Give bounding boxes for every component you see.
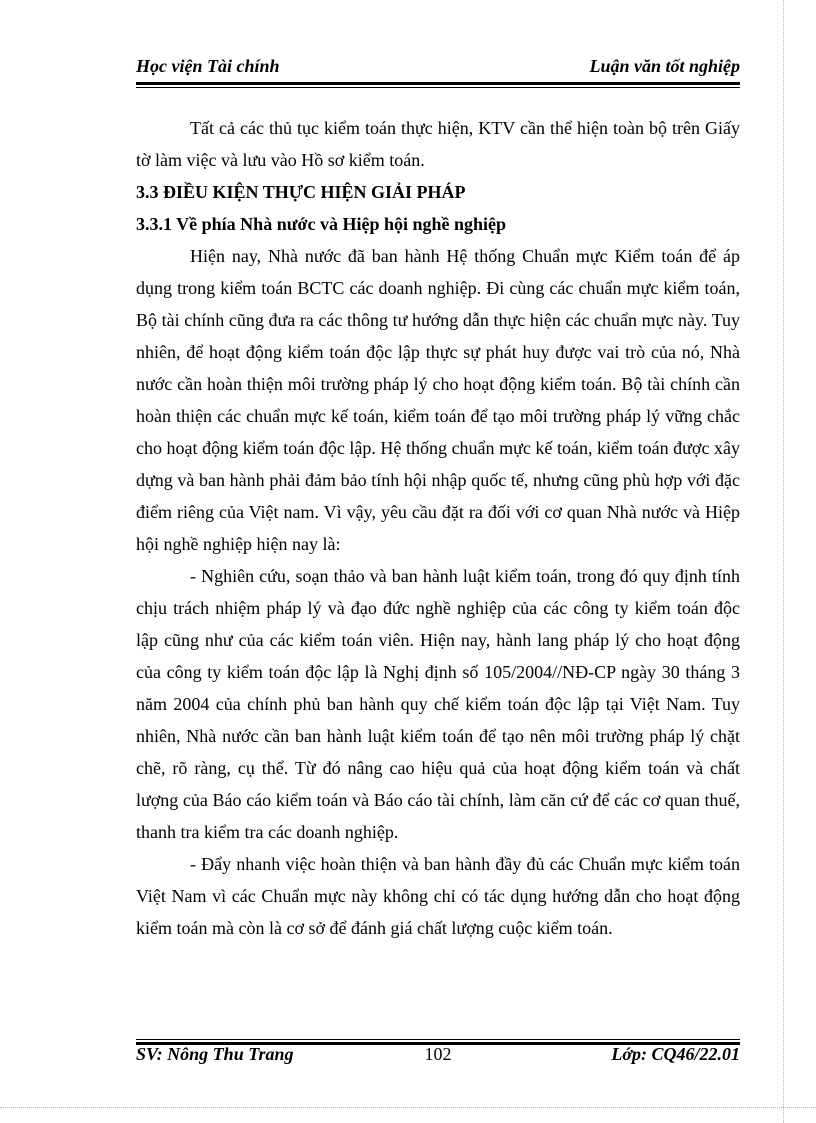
header-rule-thin	[136, 87, 740, 88]
class-code: Lớp: CQ46/22.01	[611, 1044, 740, 1064]
section-heading: 3.3 ĐIỀU KIỆN THỰC HIỆN GIẢI PHÁP	[136, 182, 466, 202]
page-header	[136, 56, 740, 82]
page-body	[136, 112, 740, 944]
header-rule	[136, 82, 740, 85]
crop-guide-vertical	[783, 0, 784, 1123]
document-type: Luận văn tốt nghiệp	[589, 56, 740, 76]
crop-guide-horizontal	[0, 1107, 816, 1108]
paragraph-audit-standards: - Đẩy nhanh việc hoàn thiện và ban hành đầy đủ các Chuẩn mực kiểm toán Việt Nam vì các Chuẩn mực này không chỉ có tác dụng hướng dẫn cho hoạt động kiểm toán mà còn là cơ sở để đánh giá chất lượng cuộc kiểm toán.	[136, 854, 740, 938]
paragraph-state-requirements: Hiện nay, Nhà nước đã ban hành Hệ thống Chuẩn mực Kiểm toán để áp dụng trong kiểm toán BCTC các doanh nghiệp. Đi cùng các chuẩn mực kiểm toán, Bộ tài chính cũng đưa ra các thông tư hướng dẫn thực hiện các chuẩn mực này. Tuy nhiên, để hoạt động kiểm toán độc lập thực sự phát huy được vai trò của nó, Nhà nước cần hoàn thiện môi trường pháp lý cho hoạt động kiểm toán. Bộ tài chính cần hoàn thiện các chuẩn mực kế toán, kiểm toán để tạo môi trường pháp lý vững chắc cho hoạt động kiểm toán độc lập. Hệ thống chuẩn mực kế toán, kiểm toán được xây dựng và ban hành phải đảm bảo tính hội nhập quốc tế, nhưng cũng phù hợp với đặc điểm riêng của Việt nam. Vì vậy, yêu cầu đặt ra đối với cơ quan Nhà nước và Hiệp hội nghề nghiệp hiện nay là:	[136, 246, 740, 554]
paragraph-audit-procedures: Tất cả các thủ tục kiểm toán thực hiện, KTV cần thể hiện toàn bộ trên Giấy tờ làm việc và lưu vào Hồ sơ kiểm toán.	[136, 118, 740, 170]
institution-name: Học viện Tài chính	[136, 56, 280, 76]
footer-rule-thin	[136, 1039, 740, 1040]
student-name: SV: Nông Thu Trang	[136, 1044, 294, 1064]
page-number: 102	[424, 1044, 452, 1064]
paragraph-audit-law: - Nghiên cứu, soạn thảo và ban hành luật kiểm toán, trong đó quy định tính chịu trách nhiệm pháp lý và đạo đức nghề nghiệp của các công ty kiểm toán độc lập cũng như của các kiểm toán viên. Hiện nay, hành lang pháp lý cho hoạt động của công ty kiểm toán độc lập là Nghị định số 105/2004//NĐ-CP ngày 30 tháng 3 năm 2004 của chính phủ ban hành quy chế kiểm toán độc lập tại Việt Nam. Tuy nhiên, Nhà nước cần ban hành luật kiểm toán để tạo nên môi trường pháp lý chặt chẽ, rõ ràng, cụ thể. Từ đó nâng cao hiệu quả của hoạt động kiểm toán và chất lượng của Báo cáo kiểm toán và Báo cáo tài chính, làm căn cứ để các cơ quan thuế, thanh tra kiểm tra các doanh nghiệp.	[136, 566, 740, 842]
page-footer	[136, 1044, 740, 1068]
subsection-heading: 3.3.1 Về phía Nhà nước và Hiệp hội nghề nghiệp	[136, 214, 507, 234]
